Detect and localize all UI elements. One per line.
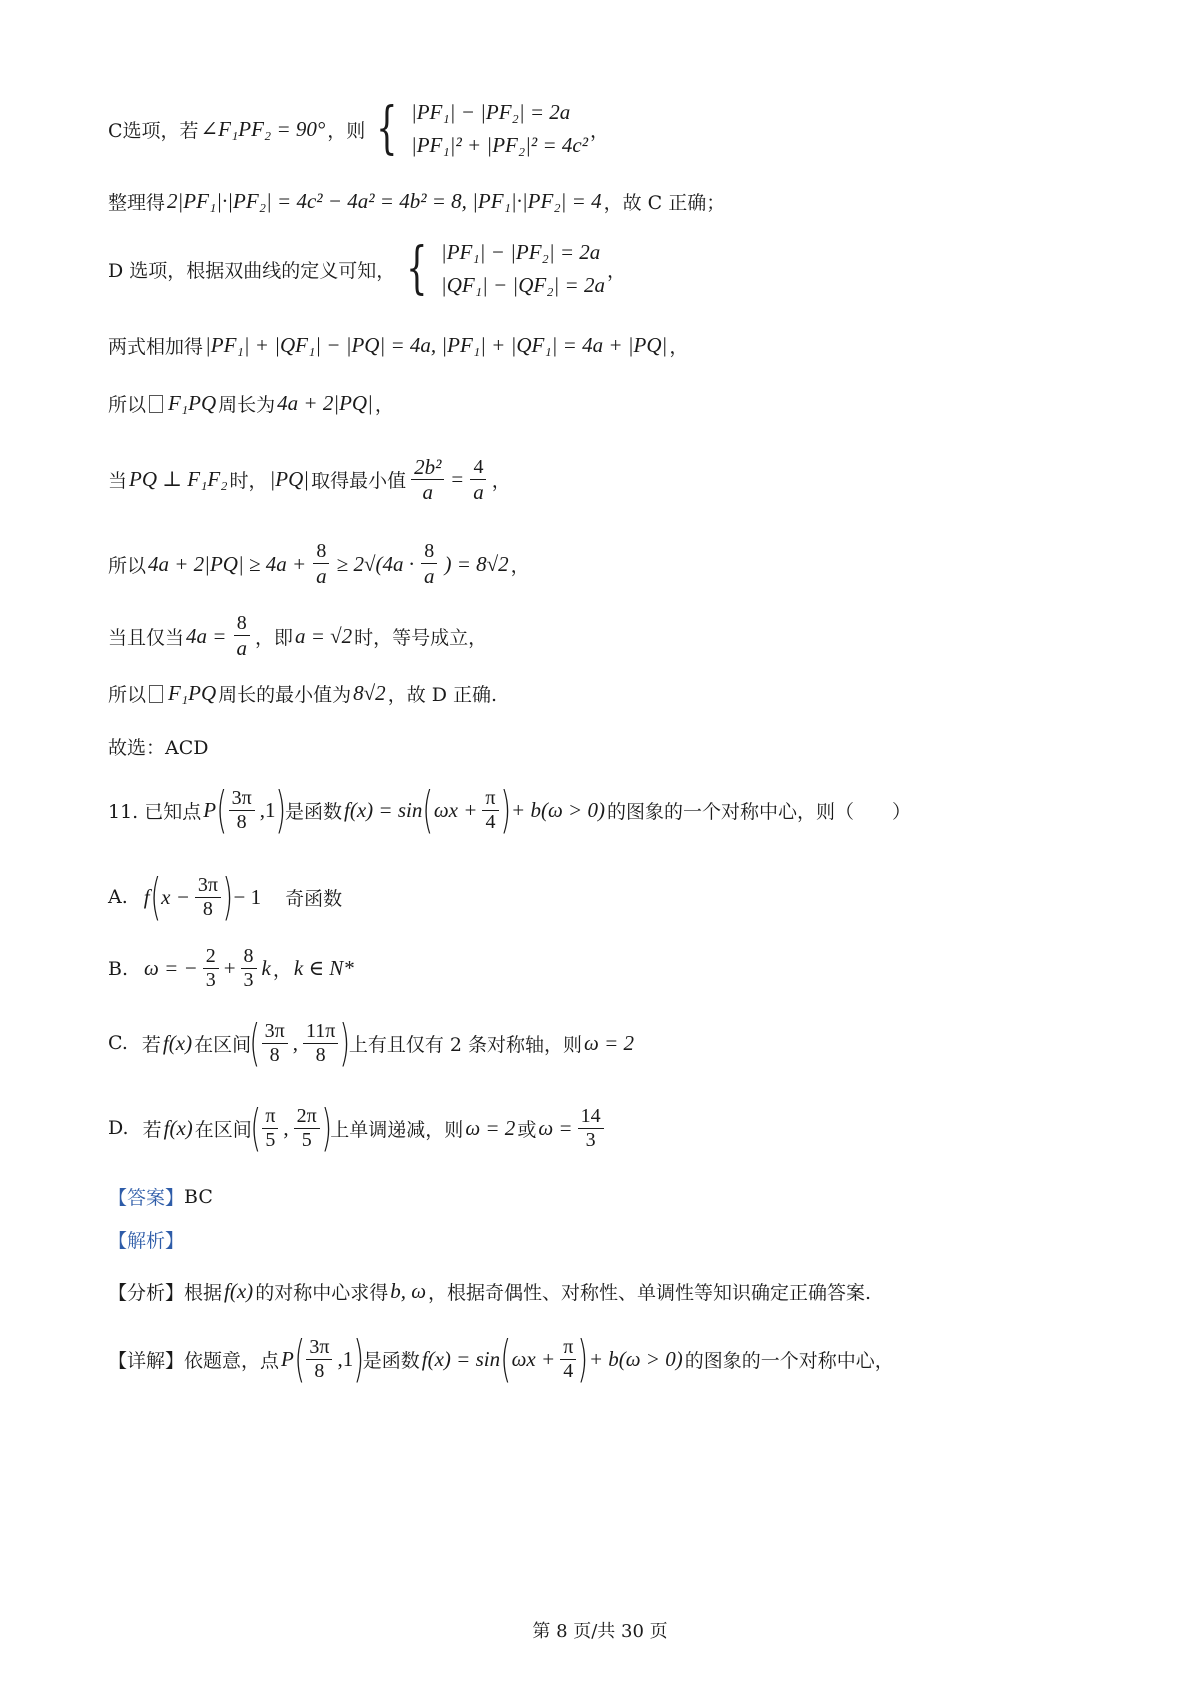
- q11-tail: + b(ω > 0): [511, 797, 605, 822]
- answer-value: BC: [184, 1185, 213, 1208]
- min-prefix: 当: [108, 470, 128, 493]
- paren-left-icon: (: [150, 868, 161, 926]
- paren-right-icon: ): [499, 781, 511, 839]
- option-c-frac2: $\frac{11\pi}{8}$: [303, 1020, 338, 1067]
- c-system: [409, 100, 590, 158]
- eqc-math1: 4a =: [186, 623, 227, 648]
- option-d: [108, 1099, 607, 1157]
- ineq-math2: ≥ 2√(4a ·: [336, 551, 414, 576]
- min-frac2: $\frac{4}{a}$: [468, 456, 489, 504]
- dmin-prefix: 所以: [108, 684, 147, 706]
- option-d-text: 上单调递减，则: [330, 1118, 464, 1141]
- paren-left-icon: (: [249, 1014, 261, 1072]
- sum-suffix: ，: [669, 336, 689, 358]
- fenxi-tag: 【分析】: [108, 1282, 185, 1304]
- ineq-prefix: 所以: [108, 554, 147, 577]
- min-suffix: ，: [491, 470, 511, 493]
- option-c-label: C.: [108, 1032, 128, 1054]
- c-angle: ∠F₁PF₂ = 90°: [200, 116, 326, 141]
- perimeter-line: [108, 390, 394, 417]
- min-mid1: 时，: [229, 470, 268, 493]
- paren-right-icon: ): [222, 868, 234, 926]
- ineq-frac2: $\frac{8}{a}$: [419, 540, 440, 588]
- d-end: ，: [606, 259, 626, 282]
- c2-prefix: 整理得: [108, 192, 166, 214]
- detail-pi-frac: $\frac{\pi}{4}$: [560, 1336, 576, 1383]
- option-a-tail: − 1: [233, 884, 262, 909]
- option-d-or: 或: [517, 1118, 537, 1141]
- d-eq2: |QF₁| − |QF₂| = 2a: [440, 273, 605, 297]
- fenxi-fx: f(x): [224, 1279, 254, 1303]
- dmin-math1: F₁PQ: [168, 681, 217, 705]
- brace-icon: {: [406, 236, 428, 301]
- detail-frac: $\frac{3\pi}{8}$: [306, 1336, 332, 1383]
- q11-pi-frac: $\frac{\pi}{4}$: [482, 787, 498, 834]
- detail-coord: ,1: [337, 1346, 354, 1371]
- c2-line: [108, 188, 725, 215]
- detail-suffix: 的图象的一个对称中心，: [684, 1349, 894, 1372]
- detail-mid: 是函数: [362, 1349, 420, 1372]
- paren-left-icon: (: [294, 1330, 305, 1388]
- dmin-math2: 8√2: [353, 681, 386, 705]
- option-a-f: f: [143, 884, 150, 909]
- fenxi-b: 的对称中心求得: [255, 1282, 389, 1304]
- detail-line: [108, 1330, 894, 1388]
- option-d-fx: f(x): [163, 1115, 193, 1140]
- option-a-label: A.: [108, 886, 128, 908]
- min-math2: |PQ|: [269, 467, 310, 492]
- comma: ,: [292, 1030, 298, 1055]
- ineq-suffix: ，: [510, 554, 530, 577]
- c-eq2: |PF₁|² + |PF₂|² = 4c²: [410, 133, 589, 157]
- min-eq: =: [451, 467, 464, 492]
- option-d-frac1: $\frac{\pi}{5}$: [262, 1105, 278, 1152]
- sum-prefix: 两式相加得: [108, 336, 204, 358]
- detail-inner: ωx +: [511, 1346, 556, 1371]
- option-b-set: k ∈ N*: [293, 956, 354, 980]
- eqc-mid: ，即: [254, 626, 293, 649]
- detail-point: P: [281, 1346, 294, 1371]
- page-footer: 第 8 页/共 30 页: [532, 1621, 668, 1642]
- paren-right-icon: ): [339, 1014, 351, 1072]
- option-c-in: 在区间: [194, 1033, 252, 1056]
- c2-suffix: ，故 C 正确；: [603, 192, 726, 214]
- paren-right-icon: ): [577, 1330, 589, 1388]
- c-then: ，则: [327, 119, 366, 142]
- perim-mid: 周长为: [218, 394, 276, 416]
- fenxi-bw: b, ω: [390, 1279, 427, 1303]
- sum-line: [108, 332, 688, 359]
- perim-suffix: ，: [374, 394, 394, 416]
- comma: ,: [283, 1115, 289, 1140]
- d-system: [439, 240, 607, 298]
- option-c-text: 上有且仅有 2 条对称轴，则: [348, 1033, 583, 1056]
- option-b-plus: +: [223, 956, 236, 980]
- d-option-line: [108, 236, 626, 301]
- option-b-k: k: [261, 956, 271, 980]
- ineq-math1: 4a + 2|PQ| ≥ 4a +: [148, 551, 307, 576]
- option-c-result: ω = 2: [584, 1030, 635, 1055]
- ineq-frac: $\frac{8}{a}$: [311, 540, 332, 588]
- detail-tag: 【详解】: [108, 1349, 185, 1372]
- q11-fx: f(x) = sin: [344, 797, 423, 822]
- dmin-mid: 周长的最小值为: [218, 684, 352, 706]
- inequality-line: [108, 540, 530, 588]
- sum-math: |PF₁| + |QF₁| − |PQ| = 4a, |PF₁| + |QF₁| = 4a + |PQ|: [205, 333, 668, 357]
- paren-right-icon: ): [275, 781, 287, 839]
- dmin-suffix: ，故 D 正确.: [387, 684, 498, 706]
- eqc-frac: $\frac{8}{a}$: [231, 612, 252, 660]
- min-frac1: $\frac{\text{2b²}}{a}$: [409, 455, 446, 504]
- c-eq1: |PF₁| − |PF₂| = 2a: [410, 100, 571, 124]
- paren-right-icon: ): [321, 1099, 332, 1157]
- option-a-frac: $\frac{3\pi}{8}$: [195, 874, 221, 921]
- option-d-if: 若: [142, 1118, 162, 1141]
- option-c-fx: f(x): [162, 1030, 193, 1055]
- paren-right-icon: ): [353, 1330, 365, 1388]
- option-b-frac2: $\frac{8}{3}$: [241, 945, 257, 992]
- option-b-math1: ω = −: [144, 956, 198, 980]
- ineq-math3: ) = 8√2: [444, 551, 509, 576]
- analysis-line: [108, 1226, 184, 1253]
- detail-a: 依题意，点: [184, 1349, 280, 1372]
- q11-inner: ωx +: [433, 797, 478, 822]
- equality-condition-line: [108, 612, 487, 660]
- min-mid2: 取得最小值: [311, 470, 407, 493]
- perim-math1: F₁PQ: [168, 391, 217, 415]
- answer-line: [108, 1183, 213, 1210]
- perim-prefix: 所以: [108, 394, 147, 416]
- q11-suffix: 的图象的一个对称中心，则（ ）: [606, 800, 911, 823]
- min-line: [108, 455, 511, 504]
- option-a-text: 奇函数: [285, 887, 343, 910]
- eqc-suffix: 时，等号成立，: [354, 626, 488, 649]
- option-c: [108, 1014, 636, 1072]
- q11-prefix: 11. 已知点: [108, 800, 202, 823]
- eqc-prefix: 当且仅当: [108, 626, 185, 649]
- option-d-label: D.: [108, 1117, 129, 1139]
- paren-left-icon: (: [422, 781, 434, 839]
- paren-left-icon: (: [216, 781, 228, 839]
- c-end: ，: [590, 119, 610, 142]
- option-c-if: 若: [141, 1033, 161, 1056]
- fenxi-a: 根据: [184, 1282, 223, 1304]
- option-d-frac3: $\frac{14}{3}$: [578, 1105, 604, 1152]
- d-intro: D 选项，根据双曲线的定义可知，: [108, 259, 396, 282]
- q11-frac: $\frac{3\pi}{8}$: [229, 787, 255, 834]
- q11-coord-tail: ,1: [259, 797, 276, 822]
- paren-left-icon: (: [500, 1330, 512, 1388]
- option-d-in: 在区间: [194, 1118, 252, 1141]
- triangle-placeholder-icon: [149, 685, 163, 703]
- fenxi-line: [108, 1278, 871, 1305]
- option-a: [108, 868, 343, 926]
- option-a-inner: x −: [161, 884, 190, 909]
- q11-point: P: [203, 797, 217, 822]
- answer-tag: 【答案】: [108, 1187, 185, 1209]
- choose-text: 故选：ACD: [108, 737, 209, 759]
- option-b-label: B.: [108, 957, 129, 980]
- q11-mid: 是函数: [284, 800, 342, 823]
- option-b-sep: ，: [272, 959, 292, 981]
- choose-line: [108, 733, 209, 760]
- brace-icon: {: [376, 96, 398, 161]
- paren-left-icon: (: [250, 1099, 261, 1157]
- eqc-math2: a = √2: [294, 623, 353, 648]
- c2-math: 2|PF₁|·|PF₂| = 4c² − 4a² = 4b² = 8, |PF₁|·|PF₂| = 4: [167, 189, 602, 213]
- option-c-frac1: $\frac{3\pi}{8}$: [262, 1020, 288, 1067]
- detail-fx: f(x) = sin: [421, 1346, 501, 1371]
- c-option-line: [108, 96, 610, 161]
- triangle-placeholder-icon: [149, 395, 163, 413]
- analysis-tag: 【解析】: [108, 1230, 185, 1252]
- option-d-frac2: $\frac{2\pi}{5}$: [294, 1105, 320, 1152]
- perim-math2: 4a + 2|PQ|: [277, 391, 373, 415]
- detail-tail: + b(ω > 0): [588, 1346, 683, 1371]
- d-min-line: [108, 680, 497, 707]
- d-eq1: |PF₁| − |PF₂| = 2a: [440, 240, 601, 264]
- c-intro: C选项，若: [108, 119, 199, 142]
- option-d-result2: ω =: [538, 1115, 573, 1140]
- fenxi-c: ，根据奇偶性、对称性、单调性等知识确定正确答案.: [428, 1282, 872, 1304]
- question-11: [108, 781, 911, 839]
- option-b-frac1: $\frac{2}{3}$: [203, 945, 219, 992]
- option-b: [108, 945, 356, 992]
- option-d-result1: ω = 2: [465, 1115, 516, 1140]
- min-math1: PQ ⊥ F₁F₂: [129, 467, 228, 492]
